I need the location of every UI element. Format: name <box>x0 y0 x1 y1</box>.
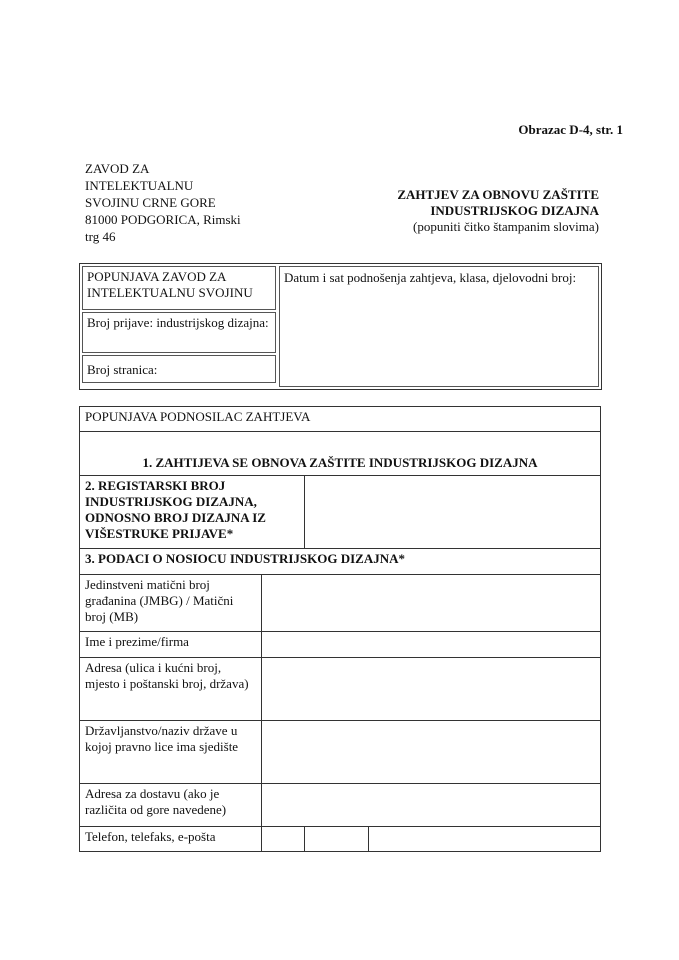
phone-label: Telefon, telefaks, e-pošta <box>80 827 262 852</box>
name-label: Ime i prezime/firma <box>80 632 262 658</box>
office-use-box <box>79 263 602 390</box>
phone-value[interactable] <box>262 827 305 852</box>
application-number-field[interactable]: Broj prijave: industrijskog dizajna: <box>82 312 276 353</box>
section-3-header: 3. PODACI O NOSIOCU INDUSTRIJSKOG DIZAJNA* <box>80 549 601 575</box>
office-use-left <box>82 266 276 383</box>
office-address <box>85 160 270 245</box>
office-line: SVOJINU CRNE GORE <box>85 195 216 210</box>
office-line: 81000 PODGORICA, Rimski <box>85 212 241 227</box>
delivery-address-label: Adresa za dostavu (ako je različita od gore navedene) <box>80 784 262 827</box>
office-line: trg 46 <box>85 229 116 244</box>
form-id: Obrazac D-4, str. 1 <box>518 122 623 137</box>
citizenship-label: Državljanstvo/naziv države u kojoj pravno lice ima sjedište <box>80 721 262 784</box>
name-value[interactable] <box>262 632 601 658</box>
address-value[interactable] <box>262 658 601 721</box>
jmbg-label: Jedinstveni matični broj građanina (JMBG) / Matični broj (MB) <box>80 575 262 632</box>
delivery-address-value[interactable] <box>262 784 601 827</box>
form-title <box>299 187 599 235</box>
applicant-header: POPUNJAVA PODNOSILAC ZAHTJEVA <box>80 407 601 432</box>
applicant-table <box>79 406 601 852</box>
jmbg-value[interactable] <box>262 575 601 632</box>
section-1-renewal: 1. ZAHTIJEVA SE OBNOVA ZAŠTITE INDUSTRIJSKOG DIZAJNA <box>80 432 601 476</box>
submission-info-field[interactable]: Datum i sat podnošenja zahtjeva, klasa, djelovodni broj: <box>279 266 599 387</box>
title-instruction: (popuniti čitko štampanim slovima) <box>413 219 599 234</box>
office-line: ZAVOD ZA <box>85 161 150 176</box>
pages-field[interactable]: Broj stranica: <box>82 355 276 383</box>
email-value[interactable] <box>369 827 601 852</box>
address-label: Adresa (ulica i kućni broj, mjesto i poštanski broj, država) <box>80 658 262 721</box>
title-line-1: ZAHTJEV ZA OBNOVU ZAŠTITE <box>397 187 599 202</box>
office-line: INTELEKTUALNU <box>85 178 194 193</box>
section-2-label: 2. REGISTARSKI BROJ INDUSTRIJSKOG DIZAJNA, ODNOSNO BROJ DIZAJNA IZ VIŠESTRUKE PRIJAVE* <box>80 476 305 549</box>
title-line-2: INDUSTRIJSKOG DIZAJNA <box>430 203 599 218</box>
office-use-header: POPUNJAVA ZAVOD ZA INTELEKTUALNU SVOJINU <box>82 266 276 310</box>
fax-value[interactable] <box>305 827 369 852</box>
citizenship-value[interactable] <box>262 721 601 784</box>
section-2-value[interactable] <box>305 476 601 549</box>
